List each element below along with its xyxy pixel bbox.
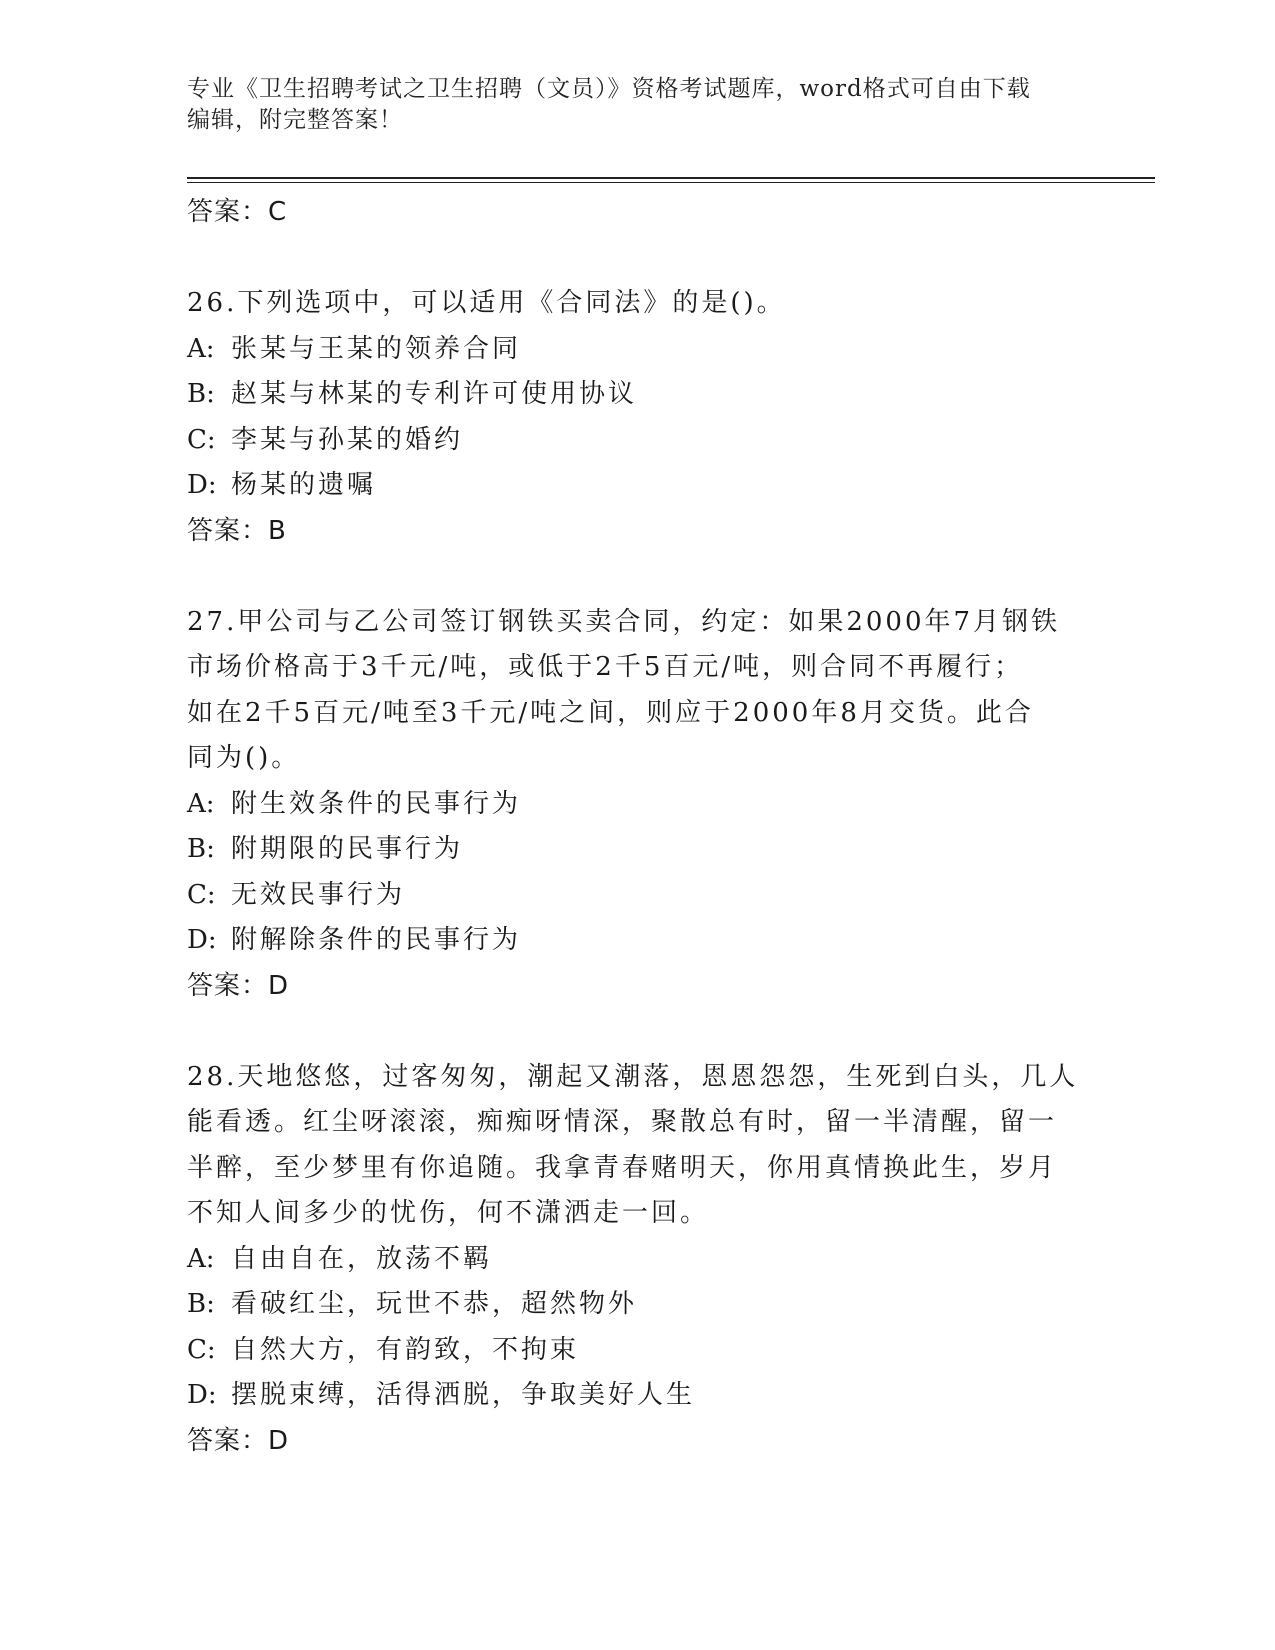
option-c: [187, 418, 1087, 464]
header-line-2: 编辑，附完整答案！: [187, 107, 403, 133]
question-text-line: 能看透。红尘呀滚滚，痴痴呀情深，聚散总有时，留一半清醒，留一: [187, 1107, 1058, 1137]
option-d: [187, 1373, 1087, 1419]
option-d: [187, 918, 1087, 964]
option-text: 附解除条件的民事行为: [231, 925, 522, 955]
question-text-line: 市场价格高于3千元/吨，或低于2千5百元/吨，则合同不再履行；: [187, 652, 1024, 682]
question-text-line: 同为()。: [187, 743, 301, 773]
option-text: 自然大方，有韵致，不拘束: [231, 1334, 580, 1365]
question-26: [187, 281, 1087, 554]
option-text: 张某与王某的领养合同: [231, 333, 522, 364]
option-letter: C:: [187, 879, 216, 910]
option-text: 赵某与林某的专利许可使用协议: [231, 379, 638, 409]
question-text-line: 半醉，至少梦里有你追随。我拿青春赌明天，你用真情换此生，岁月: [187, 1152, 1058, 1183]
answer-line: 答案：D: [187, 1425, 290, 1456]
option-b: [187, 1282, 1087, 1328]
header-divider-thick: [187, 177, 1155, 179]
option-letter: A:: [187, 1243, 215, 1274]
question-text-line: 如在2千5百元/吨至3千元/吨之间，则应于2000年8月交货。此合: [187, 697, 1034, 728]
option-a: [187, 782, 1087, 828]
option-text: 无效民事行为: [231, 879, 406, 910]
option-text: 杨某的遗嘱: [231, 470, 377, 500]
option-letter: A:: [187, 788, 215, 819]
option-letter: C:: [187, 1334, 216, 1365]
option-b: [187, 372, 1087, 418]
option-text: 自由自在，放荡不羁: [231, 1243, 493, 1274]
option-letter: B:: [187, 1289, 215, 1319]
option-letter: D:: [187, 470, 217, 500]
question-text-line: 28.天地悠悠，过客匆匆，潮起又潮落，恩恩怨怨，生死到白头，几人: [187, 1061, 1079, 1092]
option-text: 附生效条件的民事行为: [231, 788, 522, 819]
option-c: [187, 1328, 1087, 1374]
option-letter: A:: [187, 333, 215, 364]
option-text: 看破红尘，玩世不恭，超然物外: [231, 1289, 638, 1319]
option-letter: B:: [187, 379, 215, 409]
option-c: [187, 873, 1087, 919]
question-text-line: 不知人间多少的忧伤，何不潇洒走一回。: [187, 1198, 710, 1228]
option-letter: D:: [187, 1380, 217, 1410]
option-a: [187, 1237, 1087, 1283]
previous-answer: 答案：C: [187, 197, 288, 227]
option-text: 摆脱束缚，活得洒脱，争取美好人生: [231, 1380, 696, 1410]
option-text: 附期限的民事行为: [231, 834, 464, 864]
option-a: [187, 327, 1087, 373]
answer-line: 答案：B: [187, 515, 287, 546]
question-text-line: 26.下列选项中，可以适用《合同法》的是()。: [187, 288, 786, 318]
question-text-line: 27.甲公司与乙公司签订钢铁买卖合同，约定：如果2000年7月钢铁: [187, 606, 1061, 637]
option-text: 李某与孙某的婚约: [231, 424, 464, 455]
header-line-1: 专业《卫生招聘考试之卫生招聘（文员）》资格考试题库，word格式可自由下载: [187, 76, 1031, 102]
question-28: [187, 1055, 1087, 1464]
document-header: [187, 74, 1067, 136]
option-b: [187, 827, 1087, 873]
question-list: [187, 190, 1087, 1464]
header-divider-thin: [187, 182, 1155, 183]
question-27: [187, 600, 1087, 1009]
option-letter: D:: [187, 925, 217, 955]
option-letter: C:: [187, 424, 216, 455]
answer-line: 答案：D: [187, 970, 290, 1001]
option-letter: B:: [187, 834, 215, 864]
option-d: [187, 463, 1087, 509]
